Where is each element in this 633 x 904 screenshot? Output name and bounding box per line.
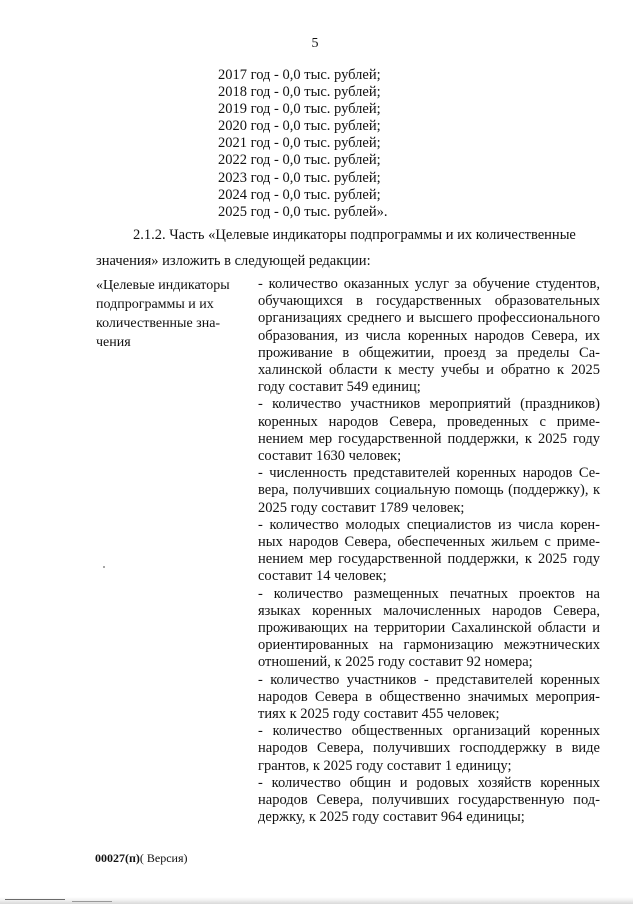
page-number: 5 — [311, 36, 319, 51]
funding-year-list — [218, 67, 387, 221]
indicator-item: - количество оказанных услуг за обучение студентов, обучающихся в государственных образовательных организациях среднего и высшего профессионального образования, из числа коренных народов Севера, их проживание в общежитии, проезд за пределы Сахалинской области к месту учебы и обратно к 2025 году составит 549 единиц; — [258, 276, 600, 396]
funding-line: 2019 год - 0,0 тыс. рублей; — [218, 101, 381, 118]
label-line: «Целевые индикаторы — [96, 278, 230, 293]
funding-line: 2022 год - 0,0 тыс. рублей; — [218, 152, 381, 169]
scan-mark — [72, 901, 112, 902]
footer — [95, 851, 188, 866]
label-line: подпрограммы и их — [96, 297, 214, 312]
indicator-item: - количество размещенных печатных проектов на языках коренных малочисленных народов Севера, проживающих на территории Сахалинской области и ориентированных на гармонизацию межэтнических отношений, к 2025 году составит 92 номера; — [258, 585, 600, 671]
funding-line: 2021 год - 0,0 тыс. рублей; — [218, 135, 381, 152]
scan-speck — [103, 566, 105, 568]
funding-line: 2020 год - 0,0 тыс. рублей; — [218, 118, 381, 135]
funding-line: 2025 год - 0,0 тыс. рублей». — [218, 203, 388, 220]
funding-line: 2017 год - 0,0 тыс. рублей; — [218, 67, 381, 83]
section-heading-continuation: значения» изложить в следующей редакции: — [96, 253, 371, 269]
indicator-item: - количество участников - представителей коренных народов Севера в общественно значимых мероприятиях к 2025 году составит 455 человек; — [258, 671, 600, 723]
indicator-table-label — [96, 276, 246, 352]
indicator-item: - численность представителей коренных народов Севера, получивших социальную помощь (поддержку), к 2025 году составит 1789 человек; — [258, 465, 600, 516]
indicator-item: - количество общин и родовых хозяйств коренных народов Севера, получивших государственную поддержку, к 2025 году составит 964 единицы; — [258, 774, 600, 826]
label-line: количественные зна- — [96, 316, 221, 331]
indicator-item: - количество общественных организаций коренных народов Севера, получивших господдержку в виде грантов, к 2025 году составит 1 единицу; — [258, 723, 600, 774]
indicator-item: - количество участников мероприятий (праздников) коренных народов Севера, проведенных с применением мер государственной поддержки, к 2025 году составит 1630 человек; — [258, 396, 600, 465]
section-heading: 2.1.2. Часть «Целевые индикаторы подпрограммы и их количественные — [133, 227, 576, 243]
label-line: чения — [96, 335, 131, 350]
scan-mark — [5, 899, 65, 900]
funding-line: 2023 год - 0,0 тыс. рублей; — [218, 169, 381, 186]
funding-line: 2018 год - 0,0 тыс. рублей; — [218, 84, 381, 101]
footer-document-code: 00027(п) — [95, 851, 140, 865]
indicator-item: - количество молодых специалистов из числа коренных народов Севера, обеспеченных жильем с применением мер государственной поддержки, к 2025 году составит 14 человек; — [258, 516, 600, 585]
funding-line: 2024 год - 0,0 тыс. рублей; — [218, 186, 381, 203]
footer-version: ( Версия) — [139, 851, 188, 865]
indicator-list — [258, 276, 600, 827]
